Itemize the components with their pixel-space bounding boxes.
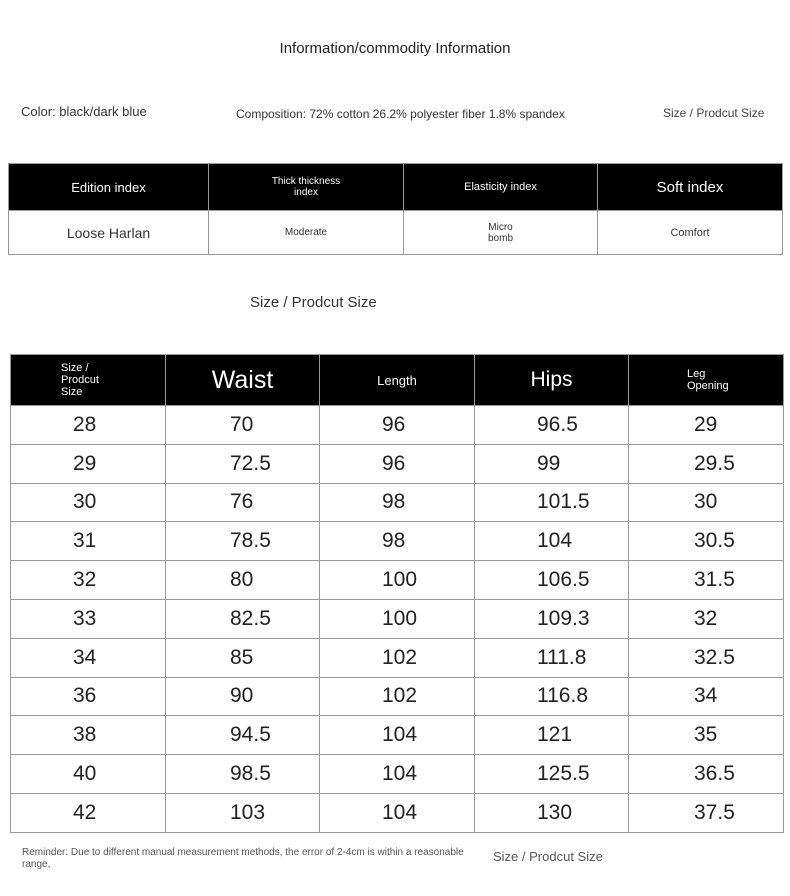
size-cell: 34 xyxy=(11,638,166,677)
size-cell: 42 xyxy=(11,793,166,832)
index-value-thickness: Moderate xyxy=(209,211,404,255)
index-header-edition: Edition index xyxy=(9,164,209,211)
size-row xyxy=(11,638,784,677)
size-row xyxy=(11,522,784,561)
index-value-soft: Comfort xyxy=(598,211,783,255)
size-cell: 76 xyxy=(166,483,320,522)
size-cell: 125.5 xyxy=(475,755,629,794)
size-cell: 32 xyxy=(629,599,784,638)
index-header-thickness-text: Thick thickness index xyxy=(271,176,341,198)
size-row xyxy=(11,677,784,716)
size-cell: 70 xyxy=(166,406,320,445)
size-cell: 98 xyxy=(320,522,475,561)
index-value-elasticity-text: Micro bomb xyxy=(487,221,513,244)
size-cell: 102 xyxy=(320,638,475,677)
size-cell: 98.5 xyxy=(166,755,320,794)
size-cell: 121 xyxy=(475,716,629,755)
size-cell: 80 xyxy=(166,561,320,600)
index-table xyxy=(8,163,783,255)
size-cell: 78.5 xyxy=(166,522,320,561)
size-cell: 99 xyxy=(475,444,629,483)
size-cell: 32.5 xyxy=(629,638,784,677)
size-header-size xyxy=(11,355,166,406)
size-cell: 94.5 xyxy=(166,716,320,755)
size-cell: 82.5 xyxy=(166,599,320,638)
size-cell: 116.8 xyxy=(475,677,629,716)
size-header-row xyxy=(11,355,784,406)
size-heading: Size / Prodcut Size xyxy=(250,294,377,311)
size-cell: 96.5 xyxy=(475,406,629,445)
size-cell: 30.5 xyxy=(629,522,784,561)
size-header-leg-opening xyxy=(629,355,784,406)
size-table xyxy=(10,354,784,833)
size-cell: 37.5 xyxy=(629,793,784,832)
size-header-waist: Waist xyxy=(166,355,320,406)
size-cell: 130 xyxy=(475,793,629,832)
size-cell: 90 xyxy=(166,677,320,716)
size-cell: 31.5 xyxy=(629,561,784,600)
size-cell: 111.8 xyxy=(475,638,629,677)
size-cell: 102 xyxy=(320,677,475,716)
size-cell: 29.5 xyxy=(629,444,784,483)
size-cell: 28 xyxy=(11,406,166,445)
index-header-row xyxy=(9,164,783,211)
size-label: Size / Prodcut Size xyxy=(663,106,765,120)
size-row xyxy=(11,444,784,483)
size-cell: 72.5 xyxy=(166,444,320,483)
size-cell: 34 xyxy=(629,677,784,716)
index-value-edition: Loose Harlan xyxy=(9,211,209,255)
size-cell: 35 xyxy=(629,716,784,755)
size-cell: 104 xyxy=(320,716,475,755)
size-cell: 98 xyxy=(320,483,475,522)
size-cell: 29 xyxy=(629,406,784,445)
size-cell: 29 xyxy=(11,444,166,483)
index-header-elasticity: Elasticity index xyxy=(404,164,598,211)
size-cell: 38 xyxy=(11,716,166,755)
size-cell: 33 xyxy=(11,599,166,638)
size-cell: 104 xyxy=(320,793,475,832)
size-cell: 32 xyxy=(11,561,166,600)
size-header-hips: Hips xyxy=(475,355,629,406)
size-row xyxy=(11,483,784,522)
size-cell: 104 xyxy=(320,755,475,794)
size-row xyxy=(11,561,784,600)
size-cell: 36.5 xyxy=(629,755,784,794)
size-cell: 96 xyxy=(320,406,475,445)
size-cell: 103 xyxy=(166,793,320,832)
size-cell: 30 xyxy=(11,483,166,522)
size-cell: 104 xyxy=(475,522,629,561)
size-row xyxy=(11,716,784,755)
size-header-length: Length xyxy=(320,355,475,406)
size-cell: 31 xyxy=(11,522,166,561)
size-header-size-text: Size / Prodcut Size xyxy=(61,362,99,398)
size-cell: 100 xyxy=(320,599,475,638)
index-value-row xyxy=(9,211,783,255)
index-header-thickness xyxy=(209,164,404,211)
reminder-note: Reminder: Due to different manual measurement methods, the error of 2-4cm is within a reasonable range, xyxy=(22,847,464,870)
size-cell: 100 xyxy=(320,561,475,600)
size-cell: 109.3 xyxy=(475,599,629,638)
size-cell: 40 xyxy=(11,755,166,794)
size-row xyxy=(11,406,784,445)
size-row xyxy=(11,599,784,638)
composition-info: Composition: 72% cotton 26.2% polyester fiber 1.8% spandex xyxy=(236,107,565,121)
size-cell: 30 xyxy=(629,483,784,522)
index-value-elasticity xyxy=(404,211,598,255)
size-cell: 106.5 xyxy=(475,561,629,600)
size-row xyxy=(11,793,784,832)
page-heading: Information/commodity Information xyxy=(279,40,511,57)
size-cell: 36 xyxy=(11,677,166,716)
size-header-leg-opening-text: Leg Opening xyxy=(687,368,729,392)
size-cell: 101.5 xyxy=(475,483,629,522)
footer-size-label: Size / Prodcut Size xyxy=(493,849,603,864)
size-row xyxy=(11,755,784,794)
index-header-soft: Soft index xyxy=(598,164,783,211)
color-info: Color: black/dark blue xyxy=(21,104,147,119)
size-cell: 85 xyxy=(166,638,320,677)
size-cell: 96 xyxy=(320,444,475,483)
